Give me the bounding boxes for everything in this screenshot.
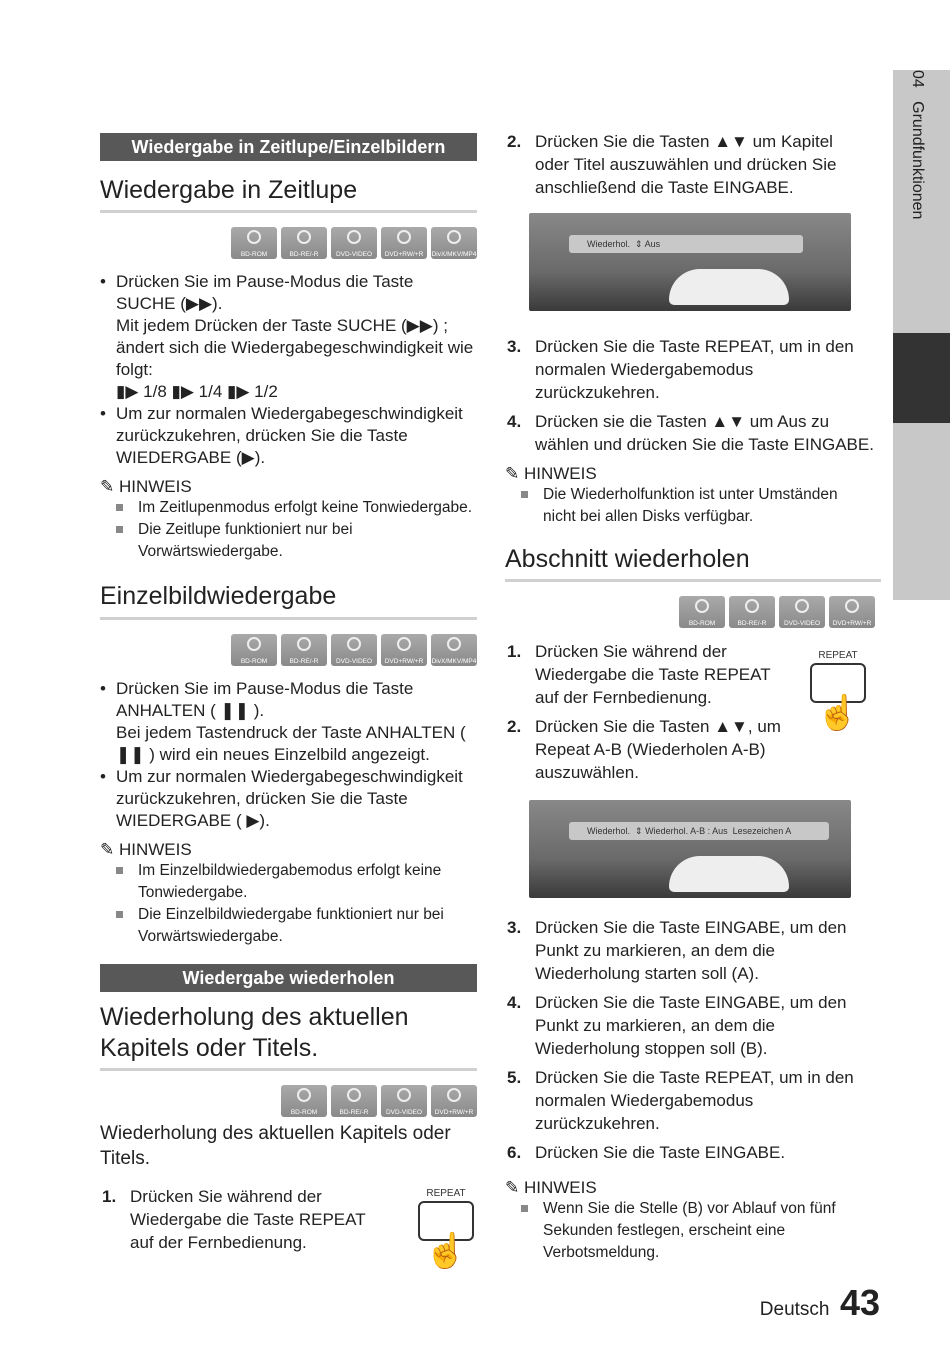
dvd-video-icon: DVD-VIDEO bbox=[331, 634, 377, 666]
repeat-remote-illustration bbox=[418, 1188, 474, 1271]
ab-step-6: 6. Drücken Sie die Taste EINGABE. bbox=[507, 1143, 786, 1163]
heading-repeat: Wiederholung des aktuellen Kapitels oder Titels. bbox=[100, 1002, 477, 1072]
ab-step-5: 5. Drücken Sie die Taste REPEAT, um in den normalen Wiedergabemodus zurückzukehren. bbox=[507, 1068, 854, 1134]
chapter-label bbox=[908, 70, 926, 219]
heading-frame: Einzelbildwiedergabe bbox=[100, 581, 477, 619]
section-bar-repeat: Wiedergabe wiederholen bbox=[100, 964, 477, 992]
slow-bullet-1 bbox=[100, 271, 477, 403]
chapter-title: Grundfunktionen bbox=[909, 101, 926, 220]
note-item: Im Zeitlupenmodus erfolgt keine Tonwiedergabe. bbox=[100, 497, 477, 519]
text-line: WIEDERGABE (▶). bbox=[116, 448, 266, 468]
dvd-rw-icon: DVD+RW/+R bbox=[431, 1085, 477, 1117]
finger-icon: ☝ bbox=[816, 694, 860, 732]
text-line: ändert sich die Wiedergabegeschwindigkeit wie bbox=[116, 338, 474, 358]
osd-bar: Wiederhol. ⇕ Aus bbox=[569, 235, 803, 253]
dvd-rw-icon: DVD+RW/+R bbox=[381, 227, 427, 259]
bd-re-icon: BD-RE/-R bbox=[281, 634, 327, 666]
text-line: zurückzukehren, drücken Sie die Taste bbox=[116, 426, 408, 446]
dvd-rw-icon: DVD+RW/+R bbox=[829, 596, 875, 628]
heading-ab: Abschnitt wiederholen bbox=[505, 544, 881, 582]
note-item: Die Einzelbildwiedergabe funktioniert nur bei Vorwärtswiedergabe. bbox=[100, 904, 477, 948]
left-column bbox=[100, 133, 477, 1254]
divx-icon: DivX/MKV/MP4 bbox=[431, 634, 477, 666]
slow-bullets bbox=[100, 271, 477, 469]
osd-bar: Wiederhol. ⇕ Wiederhol. A-B : Aus Lesezeichen A bbox=[569, 822, 829, 840]
finger-icon: ☝ bbox=[424, 1232, 468, 1270]
page-number: 43 bbox=[839, 1282, 880, 1323]
frame-bullet-1: • Drücken Sie im Pause-Modus die Taste ANHALTEN ( ❚❚ ). Bei jedem Tastendruck der Taste ANHALTEN ( ❚❚ ) wird ein neues Einzelbild angezeigt. bbox=[100, 678, 477, 766]
step-1: 1. Drücken Sie während der Wiedergabe die Taste REPEAT auf der Fernbedienung. bbox=[102, 1187, 366, 1252]
dvd-video-icon: DVD-VIDEO bbox=[381, 1085, 427, 1117]
pencil-icon: ✎ bbox=[505, 464, 520, 483]
heading-slow: Wiedergabe in Zeitlupe bbox=[100, 175, 477, 213]
bd-rom-icon: BD-ROM bbox=[231, 227, 277, 259]
bd-rom-icon: BD-ROM bbox=[231, 634, 277, 666]
bd-re-icon: BD-RE/-R bbox=[729, 596, 775, 628]
text-line: • Drücken Sie im Pause-Modus die Taste SUCHE (▶▶). bbox=[116, 272, 414, 314]
osd-screenshot-ab bbox=[529, 800, 851, 898]
step-2: 2. Drücken Sie die Tasten ▲▼ um Kapitel oder Titel auszuwählen und drücken Sie anschließend die Taste EINGABE. bbox=[507, 132, 837, 197]
step-4: 4. Drücken sie die Tasten ▲▼ um Aus zu wählen und drücken Sie die Taste EINGABE. bbox=[507, 412, 874, 454]
note-item: Im Einzelbildwiedergabemodus erfolgt keine Tonwiedergabe. bbox=[100, 860, 477, 904]
repeat-remote-illustration-ab bbox=[810, 650, 866, 733]
disc-icons-frame bbox=[100, 634, 477, 666]
text-line: Mit jedem Drücken der Taste SUCHE (▶▶) ; bbox=[116, 316, 448, 336]
pencil-icon: ✎ bbox=[100, 477, 115, 497]
dvd-video-icon: DVD-VIDEO bbox=[331, 227, 377, 259]
dvd-rw-icon: DVD+RW/+R bbox=[381, 634, 427, 666]
note-heading-frame: ✎ HINWEIS bbox=[100, 839, 192, 859]
section-bar-slow: Wiedergabe in Zeitlupe/Einzelbildern bbox=[100, 133, 477, 161]
disc-icons-slow bbox=[100, 227, 477, 259]
text-line: folgt: bbox=[116, 360, 153, 380]
slow-bullet-2 bbox=[100, 403, 477, 469]
chapter-tab-marker bbox=[893, 333, 950, 423]
ab-step-4: 4. Drücken Sie die Taste EINGABE, um den Punkt zu markieren, an dem die Wiederholung stoppen soll (B). bbox=[507, 993, 847, 1059]
remote-label: REPEAT bbox=[818, 650, 858, 661]
note-item: Wenn Sie die Stelle (B) vor Ablauf von fünf Sekunden festlegen, erscheint eine Verbotsmeldung. bbox=[505, 1198, 881, 1264]
step-3: 3. Drücken Sie die Taste REPEAT, um in den normalen Wiedergabemodus zurückzukehren. bbox=[507, 337, 854, 402]
bd-rom-icon: BD-ROM bbox=[679, 596, 725, 628]
ab-step-3: 3. Drücken Sie die Taste EINGABE, um den Punkt zu markieren, an dem die Wiederholung starten soll (A). bbox=[507, 918, 847, 984]
disc-icons-ab bbox=[505, 596, 875, 628]
pencil-icon: ✎ bbox=[100, 839, 115, 859]
note-heading-ab: ✎ HINWEIS bbox=[505, 1178, 597, 1198]
frame-bullets bbox=[100, 678, 477, 832]
speed-steps: ▮▶ 1/8 ▮▶ 1/4 ▮▶ 1/2 bbox=[116, 382, 278, 402]
pencil-icon: ✎ bbox=[505, 1178, 520, 1198]
osd-screenshot-repeat bbox=[529, 213, 851, 311]
frame-bullet-2: • Um zur normalen Wiedergabegeschwindigkeit zurückzukehren, drücken Sie die Taste WIEDERGABE ( ▶). bbox=[100, 766, 477, 832]
disc-icons-repeat bbox=[100, 1085, 477, 1117]
ab-step-1: 1. Drücken Sie während der Wiedergabe die Taste REPEAT auf der Fernbedienung. bbox=[507, 642, 771, 708]
divx-icon: DivX/MKV/MP4 bbox=[431, 227, 477, 259]
footer-language: Deutsch bbox=[759, 1299, 830, 1320]
note-heading-repeat: ✎ HINWEIS bbox=[505, 464, 597, 483]
bd-re-icon: BD-RE/-R bbox=[331, 1085, 377, 1117]
bd-re-icon: BD-RE/-R bbox=[281, 227, 327, 259]
note-item: Die Wiederholfunktion ist unter Umständen nicht bei allen Disks verfügbar. bbox=[505, 484, 881, 528]
page-footer bbox=[760, 1282, 880, 1324]
remote-label: REPEAT bbox=[426, 1188, 466, 1199]
repeat-intro: Wiederholung des aktuellen Kapitels oder Titels. bbox=[100, 1123, 451, 1169]
chapter-number: 04 bbox=[909, 70, 926, 88]
note-item: Die Zeitlupe funktioniert nur bei Vorwärtswiedergabe. bbox=[100, 519, 477, 563]
ab-step-2: 2. Drücken Sie die Tasten ▲▼, um Repeat A-B (Wiederholen A-B) auszuwählen. bbox=[507, 717, 781, 783]
dvd-video-icon: DVD-VIDEO bbox=[779, 596, 825, 628]
note-heading-slow: ✎ HINWEIS bbox=[100, 477, 192, 497]
bd-rom-icon: BD-ROM bbox=[281, 1085, 327, 1117]
text-line: • Um zur normalen Wiedergabegeschwindigkeit bbox=[116, 404, 463, 424]
